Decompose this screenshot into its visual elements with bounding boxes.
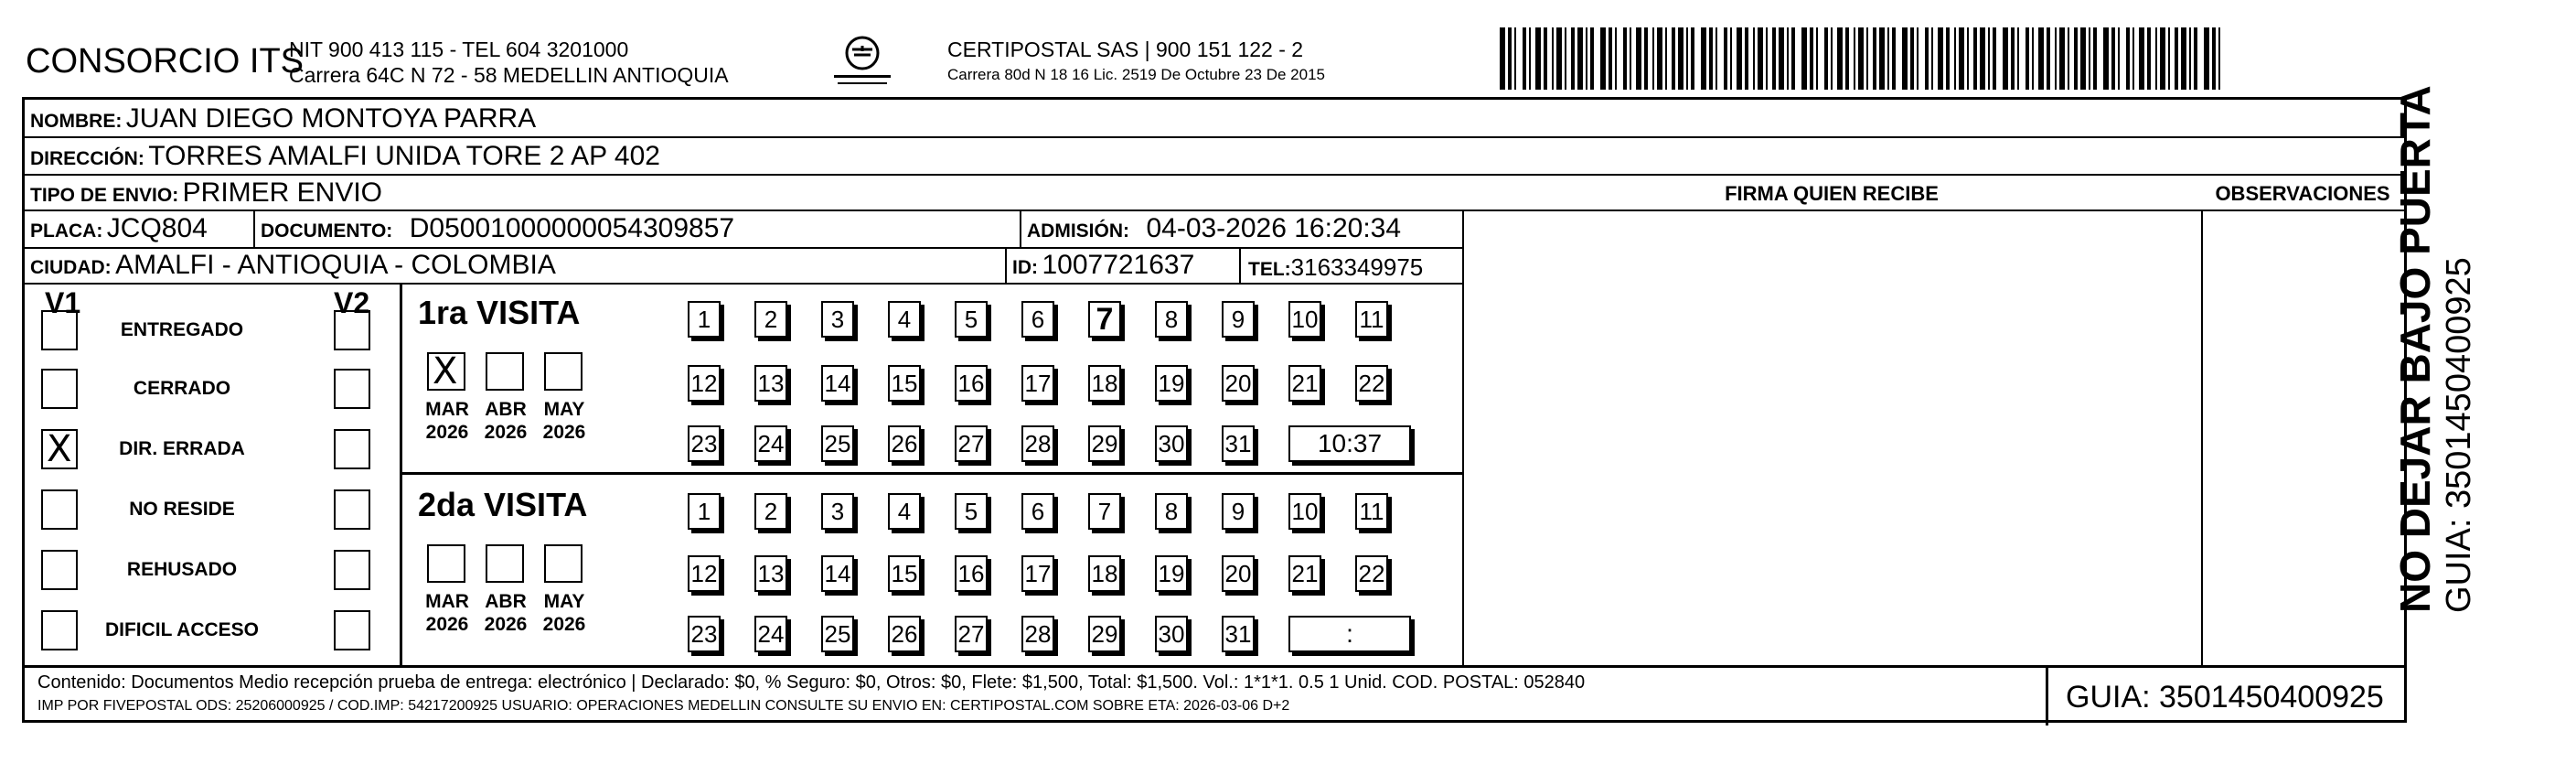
barcode-bar	[1938, 27, 1943, 90]
barcode-bar	[1678, 27, 1683, 90]
barcode-bar	[1980, 27, 1985, 90]
day-box[interactable]: 31	[1222, 425, 1255, 462]
day-box[interactable]: 25	[821, 425, 854, 462]
day-box[interactable]: 26	[888, 425, 921, 462]
barcode-bar	[1967, 27, 1969, 90]
ciudad-value: AMALFI - ANTIOQUIA - COLOMBIA	[115, 250, 556, 280]
tipo-envio-label: TIPO DE ENVIO:	[30, 185, 179, 206]
day-box[interactable]: 15	[888, 555, 921, 592]
month-year: 2026	[484, 614, 528, 635]
v1-checkbox-rehusado[interactable]	[41, 550, 78, 590]
day-box[interactable]: 29	[1088, 425, 1121, 462]
documento-label: DOCUMENTO:	[261, 220, 393, 242]
day-box[interactable]: 4	[888, 493, 921, 530]
barcode-bar	[1514, 27, 1516, 90]
side-notice	[2391, 85, 2479, 613]
barcode-bar	[1887, 27, 1889, 90]
day-box[interactable]: 22	[1355, 365, 1388, 402]
barcode-bar	[1657, 27, 1662, 90]
day-box[interactable]: 21	[1288, 555, 1321, 592]
day-box[interactable]: 6	[1021, 493, 1054, 530]
barcode-bar	[1701, 27, 1706, 90]
barcode-bar	[2103, 27, 2109, 90]
barcode-bar	[2032, 27, 2034, 90]
month-checkbox-mar[interactable]	[427, 352, 465, 391]
day-box[interactable]: 9	[1222, 301, 1255, 338]
no-dejar-warning: NO DEJAR BAJO PUERTA	[2391, 85, 2439, 613]
barcode-bar	[2093, 27, 2097, 90]
barcode-bar	[1917, 27, 1919, 90]
barcode-bar	[2089, 27, 2090, 90]
day-box[interactable]: 23	[688, 616, 721, 652]
id-label: ID:	[1012, 257, 1038, 278]
barcode-bar	[1879, 27, 1885, 90]
status-label-dificil-acceso: DIFICIL ACCESO	[104, 619, 259, 640]
day-box[interactable]: 14	[821, 555, 854, 592]
day-box[interactable]: 30	[1155, 616, 1188, 652]
visit-title-1: 1ra VISITA	[418, 294, 581, 331]
day-box[interactable]: 8	[1155, 301, 1188, 338]
status-label-dir-errada: DIR. ERRADA	[119, 438, 245, 459]
day-box[interactable]: 6	[1021, 301, 1054, 338]
admision-cell	[1027, 213, 1401, 244]
day-box[interactable]: 11	[1355, 493, 1388, 530]
nombre-row	[30, 103, 536, 134]
ciudad-label: CIUDAD:	[30, 257, 112, 278]
v1-header: V1	[45, 286, 81, 319]
day-box[interactable]: 10	[1288, 301, 1321, 338]
month-label-abr	[476, 398, 535, 444]
check-mark: X	[47, 428, 72, 470]
v2-checkbox-no-reside[interactable]	[334, 489, 370, 530]
barcode-bar	[1552, 27, 1554, 90]
month-name: ABR	[485, 399, 527, 420]
day-box[interactable]: 17	[1021, 365, 1054, 402]
month-label-abr	[476, 590, 535, 636]
courier-info	[947, 37, 1325, 88]
sender-address: Carrera 64C N 72 - 58 MEDELLIN ANTIOQUIA	[289, 63, 729, 87]
barcode-bar	[1636, 27, 1641, 90]
day-box[interactable]: 19	[1155, 555, 1188, 592]
barcode-bar	[1993, 27, 1996, 90]
v2-checkbox-cerrado[interactable]	[334, 369, 370, 409]
direccion-label: DIRECCIÓN:	[30, 148, 144, 169]
day-box[interactable]: 3	[821, 301, 854, 338]
barcode-bar	[1644, 27, 1648, 90]
day-box[interactable]: 4	[888, 301, 921, 338]
month-label-may	[535, 590, 593, 636]
nombre-value: JUAN DIEGO MONTOYA PARRA	[125, 103, 537, 134]
tipo-envio-row	[30, 177, 382, 209]
direccion-value: TORRES AMALFI UNIDA TORE 2 AP 402	[148, 141, 660, 171]
day-box[interactable]: 9	[1222, 493, 1255, 530]
barcode-bar	[2111, 27, 2115, 90]
month-name: MAY	[543, 591, 585, 612]
month-year: 2026	[425, 614, 469, 635]
barcode-bar	[1837, 27, 1843, 90]
day-box[interactable]: 2	[754, 301, 787, 338]
day-box[interactable]: 12	[688, 365, 721, 402]
barcode-bar	[1824, 27, 1828, 90]
barcode-bar	[1691, 27, 1694, 90]
day-box[interactable]: 7	[1088, 301, 1121, 338]
month-name: MAY	[543, 399, 585, 420]
barcode-bar	[1745, 27, 1748, 90]
barcode-bar	[2126, 27, 2130, 90]
barcode-bar	[1529, 27, 1531, 90]
barcode-bar	[1845, 27, 1849, 90]
v1-checkbox-entregado[interactable]	[41, 310, 78, 350]
day-box[interactable]: 24	[754, 616, 787, 652]
print-info: IMP POR FIVEPOSTAL ODS: 25206000925 / COD.IMP: 54217200925 USUARIO: OPERACIONES MEDELLIN CONSULTE SU ENVIO EN: CERTIPOSTAL.COM SOBRE ETA: 2026-03-06 D+2	[37, 698, 1290, 714]
barcode-bar	[2132, 27, 2134, 90]
day-box[interactable]: 14	[821, 365, 854, 402]
day-box[interactable]: 13	[754, 365, 787, 402]
barcode-bar	[2047, 27, 2050, 90]
status-label-no-reside: NO RESIDE	[129, 499, 235, 520]
barcode-bar	[1571, 27, 1575, 90]
barcode-bar	[1565, 27, 1566, 90]
barcode-bar	[2147, 27, 2151, 90]
day-box[interactable]: 18	[1088, 555, 1121, 592]
barcode-bar	[1724, 27, 1727, 90]
month-year: 2026	[542, 422, 586, 443]
barcode-bar	[1709, 27, 1713, 90]
admision-value: 04-03-2026 16:20:34	[1146, 213, 1402, 243]
barcode-bar	[2011, 27, 2015, 90]
barcode-bar	[1535, 27, 1541, 90]
v2-header: V2	[334, 286, 370, 319]
barcode-bar	[2189, 27, 2191, 90]
check-mark: X	[433, 350, 458, 392]
status-label-cerrado: CERRADO	[133, 378, 231, 399]
month-year: 2026	[542, 614, 586, 635]
barcode-bar	[1787, 27, 1789, 90]
day-box[interactable]: 23	[688, 425, 721, 462]
day-box[interactable]: 10	[1288, 493, 1321, 530]
day-box[interactable]: 31	[1222, 616, 1255, 652]
barcode-bar	[1672, 27, 1675, 90]
barcode-bar	[1873, 27, 1876, 90]
barcode-bar	[2139, 27, 2144, 90]
placa-cell	[30, 213, 208, 244]
barcode	[1500, 27, 2227, 90]
day-box[interactable]: 28	[1021, 425, 1054, 462]
barcode-bar	[1590, 27, 1594, 90]
tel-value: 3163349975	[1290, 253, 1424, 281]
day-box[interactable]: 8	[1155, 493, 1188, 530]
day-box[interactable]: 27	[955, 425, 988, 462]
barcode-bar	[2059, 27, 2065, 90]
sender-nit-tel: NIT 900 413 115 - TEL 604 3201000	[289, 38, 629, 61]
barcode-bar	[1609, 27, 1612, 90]
barcode-bar	[2181, 27, 2186, 90]
day-box[interactable]: 21	[1288, 365, 1321, 402]
day-box[interactable]: 11	[1355, 301, 1388, 338]
barcode-bar	[1902, 27, 1908, 90]
month-year: 2026	[425, 422, 469, 443]
barcode-bar	[1600, 27, 1606, 90]
v2-checkbox-dir-errada[interactable]	[334, 429, 370, 469]
barcode-bar	[1779, 27, 1784, 90]
barcode-bar	[1810, 27, 1813, 90]
barcode-bar	[1766, 27, 1768, 90]
barcode-bar	[1831, 27, 1833, 90]
barcode-bar	[1925, 27, 1929, 90]
barcode-bar	[2218, 27, 2220, 90]
v1-checkbox-dir-errada[interactable]	[41, 429, 78, 469]
barcode-bar	[1623, 27, 1627, 90]
barcode-bar	[1791, 27, 1795, 90]
barcode-bar	[1630, 27, 1631, 90]
barcode-bar	[2175, 27, 2178, 90]
id-value: 1007721637	[1042, 250, 1195, 280]
placa-value: JCQ804	[106, 213, 208, 243]
barcode-bar	[2074, 27, 2078, 90]
month-checkbox-abr[interactable]	[486, 352, 524, 391]
ciudad-cell	[30, 250, 556, 281]
barcode-bar	[1716, 27, 1717, 90]
month-label-mar	[418, 590, 476, 636]
barcode-bar	[2055, 27, 2057, 90]
day-box[interactable]: 22	[1355, 555, 1388, 592]
barcode-bar	[1686, 27, 1688, 90]
barcode-bar	[1586, 27, 1587, 90]
barcode-bar	[2068, 27, 2069, 90]
barcode-bar	[1858, 27, 1864, 90]
barcode-bar	[1753, 27, 1755, 90]
day-box[interactable]: 20	[1222, 365, 1255, 402]
observaciones-header: OBSERVACIONES	[2215, 182, 2390, 205]
barcode-bar	[1946, 27, 1950, 90]
day-box[interactable]: 16	[955, 365, 988, 402]
month-name: ABR	[485, 591, 527, 612]
barcode-bar	[1615, 27, 1617, 90]
day-box[interactable]: 28	[1021, 616, 1054, 652]
firma-header: FIRMA QUIEN RECIBE	[1725, 182, 1939, 205]
barcode-bar	[1988, 27, 1990, 90]
day-box[interactable]: 17	[1021, 555, 1054, 592]
visit-time-box[interactable]: :	[1288, 616, 1411, 652]
barcode-bar	[1931, 27, 1933, 90]
side-guia-number: GUIA: 3501450400925	[2440, 257, 2478, 613]
visit-time-box[interactable]: 10:37	[1288, 425, 1411, 462]
barcode-bar	[2080, 27, 2086, 90]
month-checkbox-abr[interactable]	[486, 544, 524, 583]
sender-info	[289, 37, 729, 88]
barcode-bar	[1652, 27, 1654, 90]
v2-checkbox-rehusado[interactable]	[334, 550, 370, 590]
month-label-may	[535, 398, 593, 444]
month-name: MAR	[425, 591, 469, 612]
v1-checkbox-no-reside[interactable]	[41, 489, 78, 530]
day-box[interactable]: 16	[955, 555, 988, 592]
day-box[interactable]: 26	[888, 616, 921, 652]
day-box[interactable]: 5	[955, 301, 988, 338]
day-box[interactable]: 1	[688, 301, 721, 338]
month-label-mar	[418, 398, 476, 444]
barcode-bar	[1523, 27, 1526, 90]
month-checkbox-may[interactable]	[544, 352, 583, 391]
barcode-bar	[1954, 27, 1956, 90]
day-box[interactable]: 19	[1155, 365, 1188, 402]
day-box[interactable]: 5	[955, 493, 988, 530]
barcode-bar	[1772, 27, 1776, 90]
barcode-bar	[1737, 27, 1742, 90]
tel-label: TEL:	[1248, 259, 1291, 280]
direccion-row	[30, 141, 660, 172]
day-box[interactable]: 18	[1088, 365, 1121, 402]
day-box[interactable]: 29	[1088, 616, 1121, 652]
admision-label: ADMISIÓN:	[1027, 220, 1129, 242]
visit-title-2: 2da VISITA	[418, 486, 588, 523]
barcode-bar	[2118, 27, 2120, 90]
barcode-bar	[2168, 27, 2170, 90]
day-box[interactable]: 3	[821, 493, 854, 530]
month-name: MAR	[425, 399, 469, 420]
guia-number: GUIA: 3501450400925	[2066, 680, 2384, 715]
id-cell	[1012, 250, 1194, 281]
v1-checkbox-dificil-acceso[interactable]	[41, 610, 78, 650]
day-box[interactable]: 13	[754, 555, 787, 592]
barcode-bar	[1665, 27, 1667, 90]
barcode-bar	[1816, 27, 1818, 90]
barcode-bar	[1758, 27, 1763, 90]
v2-checkbox-dificil-acceso[interactable]	[334, 610, 370, 650]
barcode-bar	[2003, 27, 2008, 90]
day-box[interactable]: 15	[888, 365, 921, 402]
tipo-envio-value: PRIMER ENVIO	[182, 177, 383, 208]
status-label-rehusado: REHUSADO	[126, 559, 238, 580]
month-checkbox-mar[interactable]	[427, 544, 465, 583]
v2-checkbox-entregado[interactable]	[334, 310, 370, 350]
barcode-bar	[2155, 27, 2157, 90]
barcode-bar	[1508, 27, 1512, 90]
month-year: 2026	[484, 422, 528, 443]
barcode-bar	[1556, 27, 1562, 90]
day-box[interactable]: 20	[1222, 555, 1255, 592]
barcode-bar	[1910, 27, 1914, 90]
day-box[interactable]: 30	[1155, 425, 1188, 462]
barcode-bar	[1973, 27, 1977, 90]
v1-checkbox-cerrado[interactable]	[41, 369, 78, 409]
day-box[interactable]: 12	[688, 555, 721, 592]
barcode-bar	[2204, 27, 2209, 90]
day-box[interactable]: 2	[754, 493, 787, 530]
barcode-bar	[1892, 27, 1896, 90]
barcode-bar	[1500, 27, 1505, 90]
day-box[interactable]: 7	[1088, 493, 1121, 530]
barcode-bar	[2194, 27, 2197, 90]
barcode-bar	[1544, 27, 1547, 90]
month-checkbox-may[interactable]	[544, 544, 583, 583]
barcode-bar	[2160, 27, 2165, 90]
courier-address: Carrera 80d N 18 16 Lic. 2519 De Octubre 23 De 2015	[947, 66, 1325, 83]
status-label-entregado: ENTREGADO	[120, 319, 244, 340]
barcode-bar	[2017, 27, 2019, 90]
nombre-label: NOMBRE:	[30, 111, 123, 132]
barcode-bar	[1577, 27, 1583, 90]
courier-name: CERTIPOSTAL SAS | 900 151 122 - 2	[947, 38, 1304, 61]
contents-summary: Contenido: Documentos Medio recepción prueba de entrega: electrónico | Declarado: $0, % Seguro: $0, Otros: $0, Flete: $1,500, Total: $1,500. Vol.: 1*1*1. 0.5 1 Unid. COD. POSTAL: 052840	[37, 672, 1586, 693]
barcode-bar	[1959, 27, 1964, 90]
barcode-bar	[1866, 27, 1868, 90]
day-box[interactable]: 1	[688, 493, 721, 530]
barcode-bar	[1730, 27, 1732, 90]
documento-cell	[261, 213, 734, 244]
day-box[interactable]: 25	[821, 616, 854, 652]
barcode-bar	[2038, 27, 2044, 90]
day-box[interactable]: 27	[955, 616, 988, 652]
courier-logo	[828, 33, 896, 93]
documento-value: D05001000000054309857	[409, 213, 735, 243]
placa-label: PLACA:	[30, 220, 103, 242]
barcode-bar	[1854, 27, 1855, 90]
tel-cell	[1248, 253, 1423, 282]
barcode-bar	[2026, 27, 2029, 90]
barcode-bar	[2212, 27, 2216, 90]
delivery-form	[22, 97, 2407, 723]
day-box[interactable]: 24	[754, 425, 787, 462]
barcode-bar	[1801, 27, 1807, 90]
sender-name: CONSORCIO ITS	[26, 42, 305, 81]
